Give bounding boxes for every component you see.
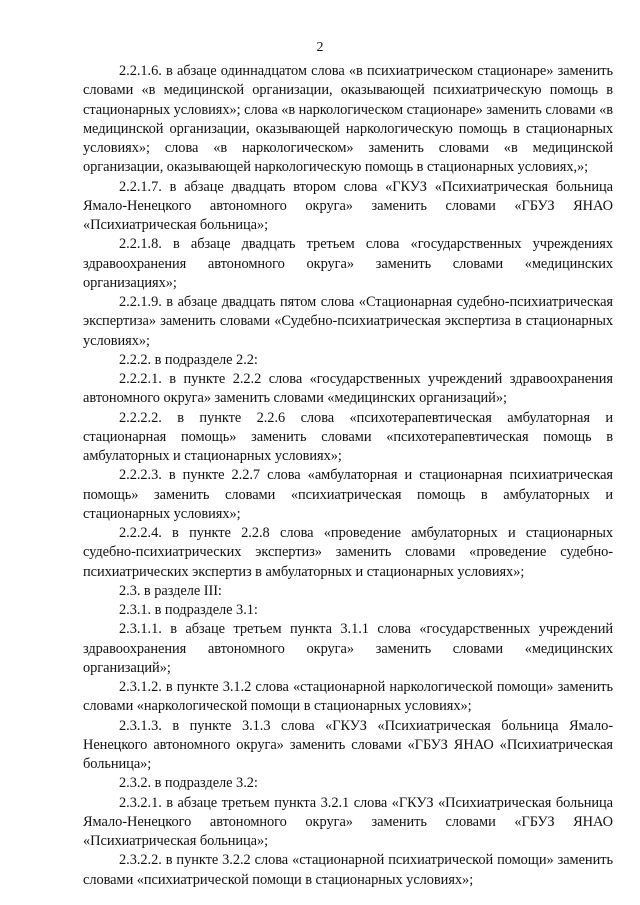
paragraph-2-2-1-7: 2.2.1.7. в абзаце двадцать втором слова «ГКУЗ «Психиатрическая больница Ямало-Ненецкого автономного округа» заменить словами «ГБУЗ ЯНАО «Психиатрическая больница»; [83, 178, 613, 233]
paragraph-2-3-2-2: 2.3.2.2. в пункте 3.2.2 слова «стационарной психиатрической помощи» заменить словами «психиатрической помощи в стационарных условиях»; [83, 852, 613, 888]
paragraph-2-3-1-2: 2.3.1.2. в пункте 3.1.2 слова «стационарной наркологической помощи» заменить словами «наркологической помощи в стационарных условиях»; [83, 679, 613, 715]
paragraph-2-3-2-1: 2.3.2.1. в абзаце третьем пункта 3.2.1 слова «ГКУЗ «Психиатрическая больница Ямало-Ненецкого автономного округа» заменить словами «ГБУЗ ЯНАО «Психиатрическая больница»; [83, 794, 613, 849]
paragraph-2-2-2-1: 2.2.2.1. в пункте 2.2.2 слова «государственных учреждений здравоохранения автономного округа» заменить словами «медицинских организаций»; [83, 371, 613, 407]
paragraph-2-3-1: 2.3.1. в подразделе 3.1: [119, 602, 258, 618]
paragraph-2-2-1-8: 2.2.1.8. в абзаце двадцать третьем слова «государственных учреждениях здравоохранения автономного округа» заменить словами «медицинских организациях»; [83, 236, 613, 291]
paragraph-2-2-1-9: 2.2.1.9. в абзаце двадцать пятом слова «Стационарная судебно-психиатрическая экспертиза» заменить словами «Судебно-психиатрическая экспертиза в стационарных условиях»; [83, 294, 613, 349]
paragraph-2-3-2: 2.3.2. в подразделе 3.2: [119, 775, 258, 792]
paragraph-2-2-2: 2.2.2. в подразделе 2.2: [119, 351, 258, 368]
paragraph-2-3: 2.3. в разделе III: [119, 582, 222, 599]
paragraph-2-2-2-4: 2.2.2.4. в пункте 2.2.8 слова «проведение амбулаторных и стационарных судебно-психиатрических экспертиз» заменить словами «проведение судебно-психиатрических экспертиз в амбулаторных и стационарных условиях»; [83, 525, 613, 580]
paragraph-2-2-2-3: 2.2.2.3. в пункте 2.2.7 слова «амбулаторная и стационарная психиатрическая помощь» заменить словами «психиатрическая помощь в амбулаторных и стационарных условиях»; [83, 467, 613, 522]
page-number: 2 [316, 40, 324, 55]
paragraph-2-3-1-1: 2.3.1.1. в абзаце третьем пункта 3.1.1 слова «государственных учреждений здравоохранения автономного округа» заменить словами «медицинских организаций»; [83, 621, 613, 676]
paragraph-2-2-2-2: 2.2.2.2. в пункте 2.2.6 слова «психотерапевтическая амбулаторная и стационарная помощь» заменить словами «психотерапевтическая помощь в амбулаторных и стационарных условиях»; [83, 409, 613, 464]
paragraph-2-2-1-6: 2.2.1.6. в абзаце одиннадцатом слова «в психиатрическом стационаре» заменить словами «в медицинской организации, оказывающей психиатрическую помощь в стационарных условиях»; слова «в наркологическом стационаре» заменить словами «в медицинской организации, оказывающей наркологическую помощь в стационарных условиях»; слова «в наркологическом» заменить словами «в медицинской организации, оказывающей наркологическую помощь в стационарных условиях,»; [83, 63, 613, 176]
paragraph-2-3-1-3: 2.3.1.3. в пункте 3.1.3 слова «ГКУЗ «Психиатрическая больница Ямало-Ненецкого автономного округа» заменить словами «ГБУЗ ЯНАО «Психиатрическая больница»; [83, 717, 613, 772]
document-body [83, 62, 613, 890]
